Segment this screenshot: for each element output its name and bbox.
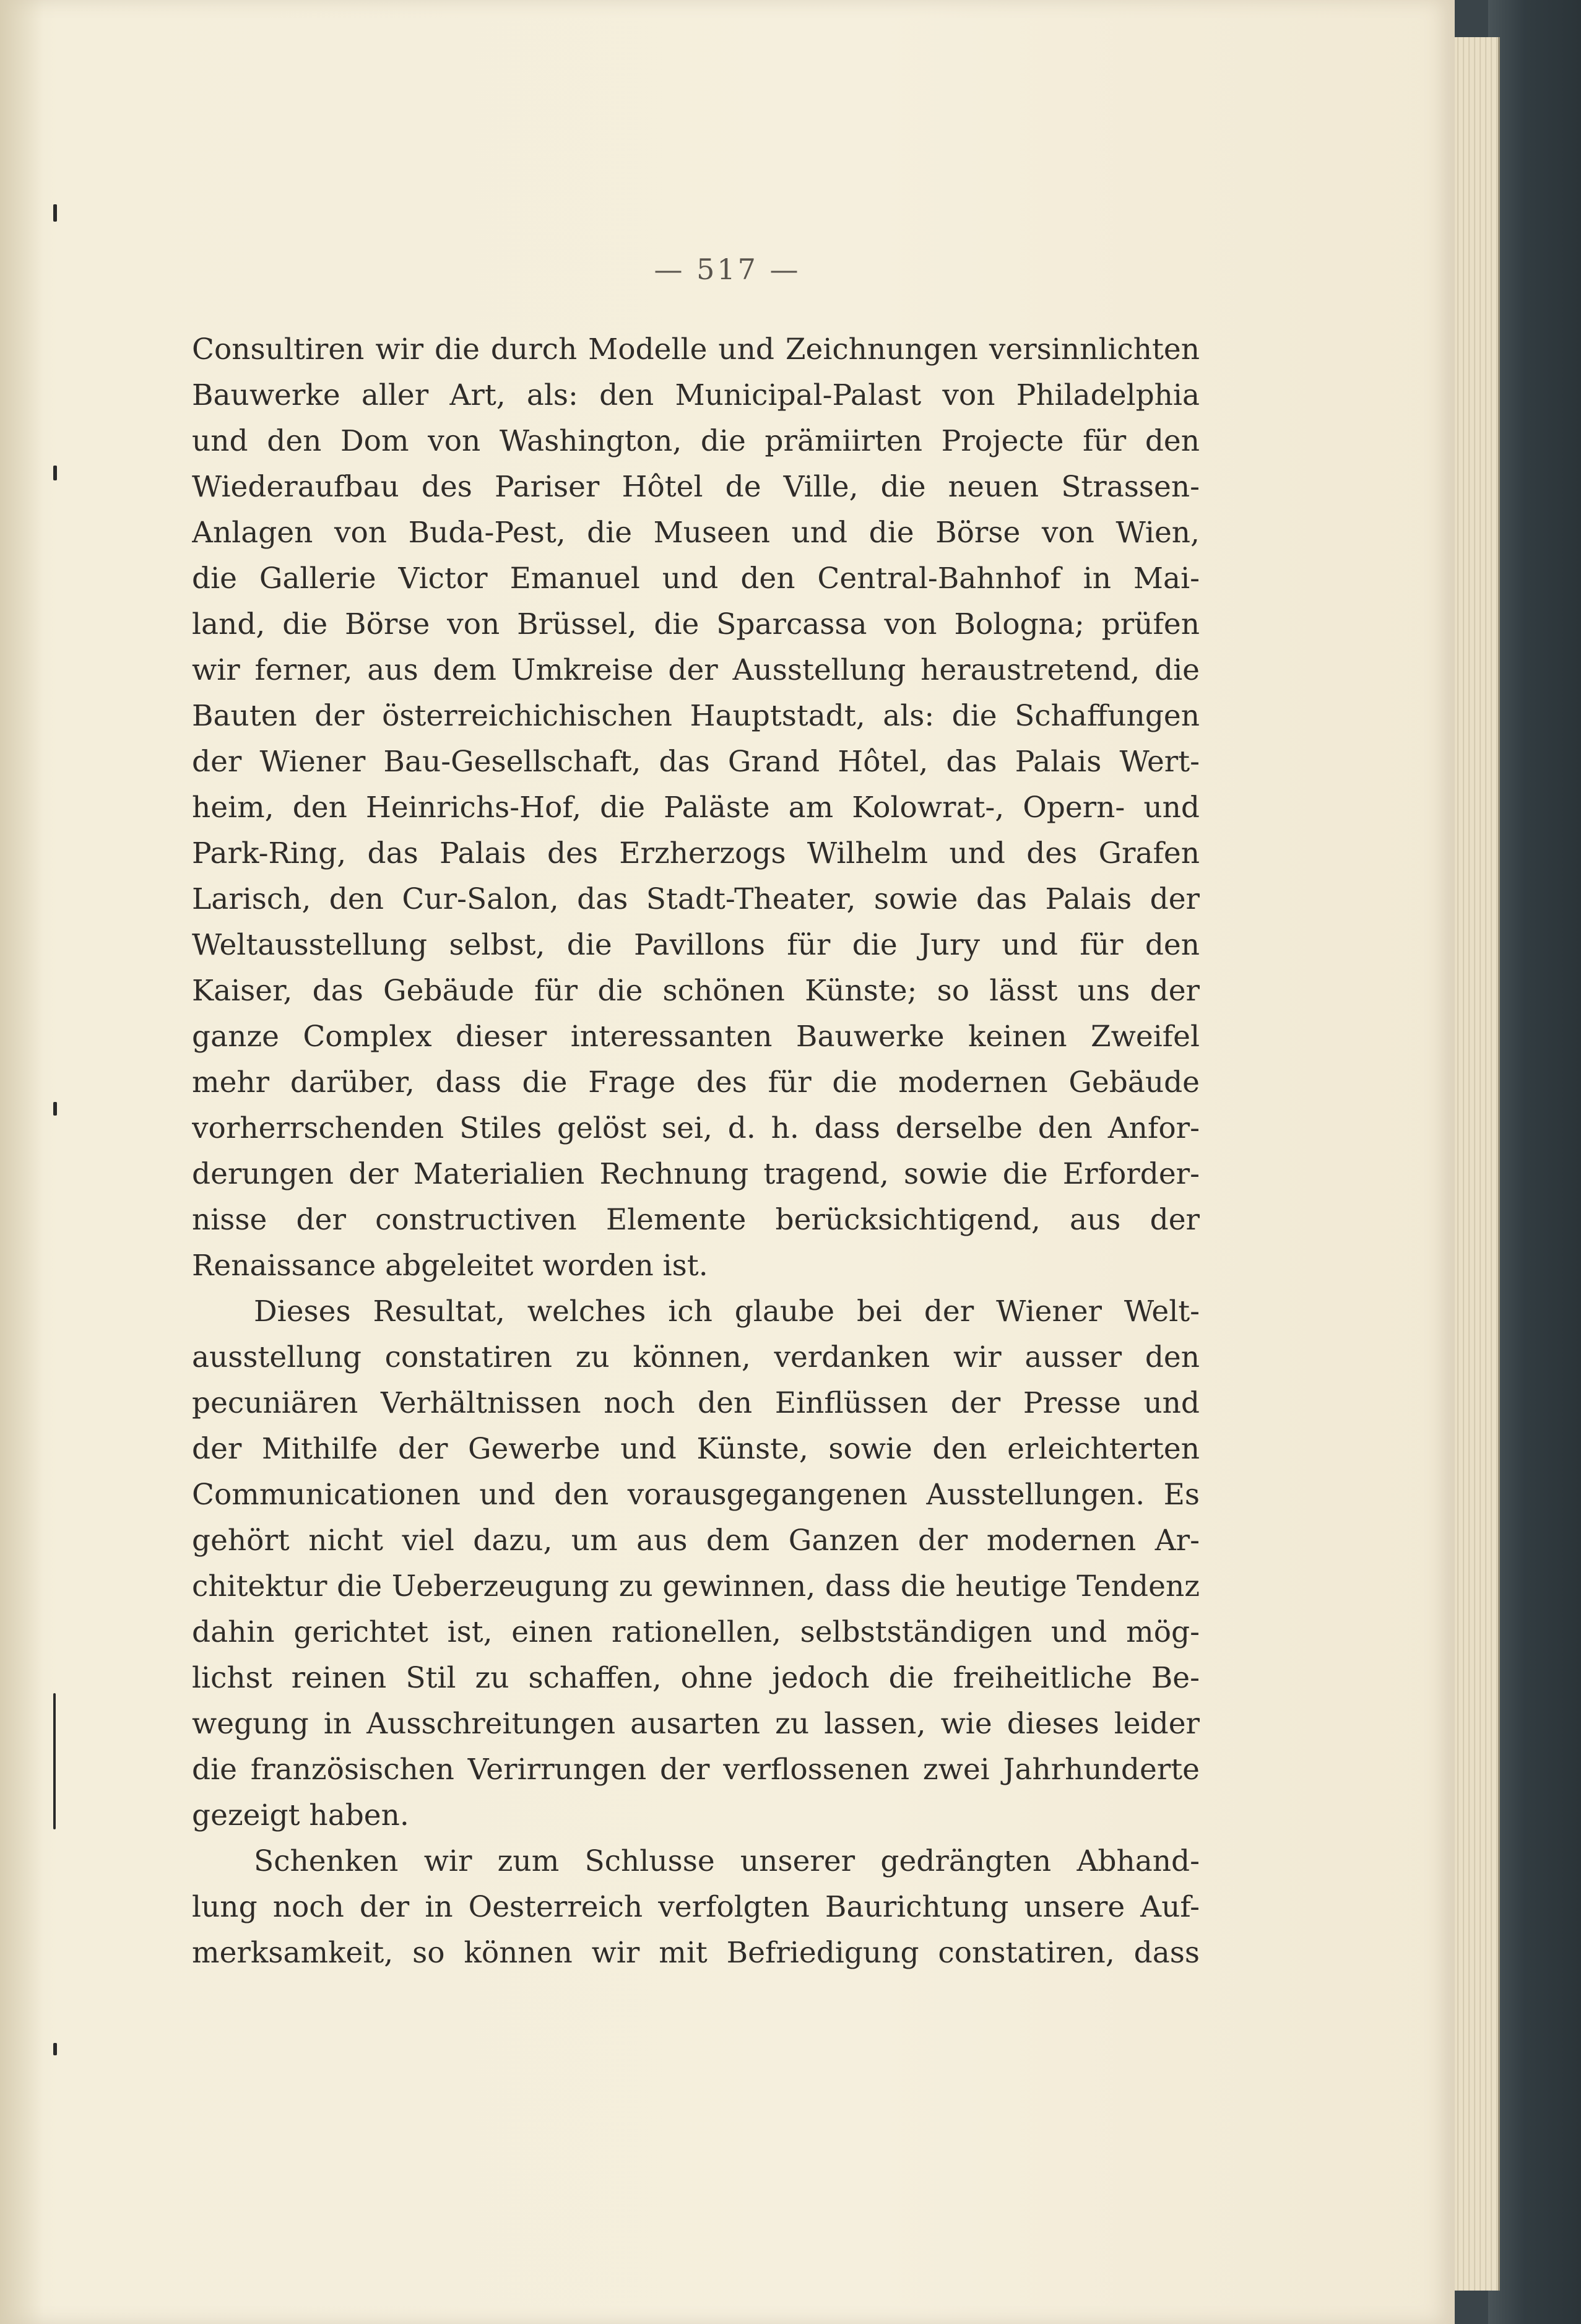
text-line: und den Dom von Washington, die prämiirten Projecte für den bbox=[192, 424, 1200, 458]
text-line: Bauten der österreichichischen Hauptstadt, als: die Schaffungen bbox=[192, 699, 1200, 733]
text-line: der Wiener Bau-Gesellschaft, das Grand Hôtel, das Palais Wert- bbox=[192, 745, 1200, 779]
text-line: chitektur die Ueberzeugung zu gewinnen, dass die heutige Tendenz bbox=[192, 1569, 1200, 1603]
text-line: die französischen Verirrungen der verflossenen zwei Jahrhunderte bbox=[192, 1753, 1200, 1787]
gutter-shadow bbox=[0, 0, 43, 2324]
binding-thread-mark bbox=[53, 466, 57, 480]
text-line: Park-Ring, das Palais des Erzherzogs Wilhelm und des Grafen bbox=[192, 836, 1200, 870]
text-line: der Mithilfe der Gewerbe und Künste, sowie den erleichterten bbox=[192, 1432, 1200, 1466]
book-cover-edge bbox=[1488, 0, 1581, 2324]
text-line: Larisch, den Cur-Salon, das Stadt-Theater, sowie das Palais der bbox=[192, 882, 1200, 916]
text-line: lung noch der in Oesterreich verfolgten Baurichtung unsere Auf- bbox=[192, 1890, 1200, 1924]
text-line: Schenken wir zum Schlusse unserer gedrängten Abhand- bbox=[254, 1844, 1200, 1878]
text-line: Consultiren wir die durch Modelle und Zeichnungen versinnlichten bbox=[192, 332, 1200, 366]
text-line: Dieses Resultat, welches ich glaube bei der Wiener Welt- bbox=[254, 1294, 1200, 1329]
page-number: — 517 — bbox=[654, 253, 801, 286]
paragraph bbox=[192, 1839, 1200, 1976]
text-line: Bauwerke aller Art, als: den Municipal-Palast von Philadelphia bbox=[192, 378, 1200, 412]
text-line: derungen der Materialien Rechnung tragend, sowie die Erforder- bbox=[192, 1157, 1200, 1191]
text-line: lichst reinen Stil zu schaffen, ohne jedoch die freiheitliche Be- bbox=[192, 1661, 1200, 1695]
text-line: pecuniären Verhältnissen noch den Einflüssen der Presse und bbox=[192, 1386, 1200, 1420]
text-line: gezeigt haben. bbox=[192, 1798, 409, 1832]
text-line: die Gallerie Victor Emanuel und den Central-Bahnhof in Mai- bbox=[192, 561, 1200, 596]
text-line: Renaissance abgeleitet worden ist. bbox=[192, 1249, 708, 1283]
text-line: gehört nicht viel dazu, um aus dem Ganzen der modernen Ar- bbox=[192, 1524, 1200, 1558]
text-line: merksamkeit, so können wir mit Befriedigung constatiren, dass bbox=[192, 1936, 1200, 1970]
text-line: wir ferner, aus dem Umkreise der Ausstellung heraustretend, die bbox=[192, 653, 1200, 687]
body-text bbox=[192, 327, 1200, 1976]
paragraph bbox=[192, 327, 1200, 1289]
text-line: Communicationen und den vorausgegangenen Ausstellungen. Es bbox=[192, 1478, 1200, 1512]
text-line: land, die Börse von Brüssel, die Sparcassa von Bologna; prüfen bbox=[192, 607, 1200, 641]
binding-thread-mark bbox=[53, 1693, 56, 1829]
binding-thread-mark bbox=[53, 1102, 57, 1116]
paragraph bbox=[192, 1289, 1200, 1839]
text-line: ausstellung constatiren zu können, verdanken wir ausser den bbox=[192, 1340, 1200, 1374]
text-line: heim, den Heinrichs-Hof, die Paläste am Kolowrat-, Opern- und bbox=[192, 791, 1200, 825]
text-line: wegung in Ausschreitungen ausarten zu lassen, wie dieses leider bbox=[192, 1707, 1200, 1741]
text-line: mehr darüber, dass die Frage des für die modernen Gebäude bbox=[192, 1065, 1200, 1099]
text-line: dahin gerichtet ist, einen rationellen, selbstständigen und mög- bbox=[192, 1615, 1200, 1649]
text-line: ganze Complex dieser interessanten Bauwerke keinen Zweifel bbox=[192, 1020, 1200, 1054]
text-line: Kaiser, das Gebäude für die schönen Künste; so lässt uns der bbox=[192, 974, 1200, 1008]
text-line: Wiederaufbau des Pariser Hôtel de Ville, die neuen Strassen- bbox=[192, 470, 1200, 504]
text-line: Anlagen von Buda-Pest, die Museen und die Börse von Wien, bbox=[192, 516, 1200, 550]
binding-thread-mark bbox=[53, 2043, 57, 2055]
text-line: vorherrschenden Stiles gelöst sei, d. h. dass derselbe den Anfor- bbox=[192, 1111, 1200, 1145]
text-line: nisse der constructiven Elemente berücksichtigend, aus der bbox=[192, 1203, 1200, 1237]
binding-thread-mark bbox=[53, 204, 57, 222]
text-line: Weltausstellung selbst, die Pavillons für die Jury und für den bbox=[192, 928, 1200, 962]
